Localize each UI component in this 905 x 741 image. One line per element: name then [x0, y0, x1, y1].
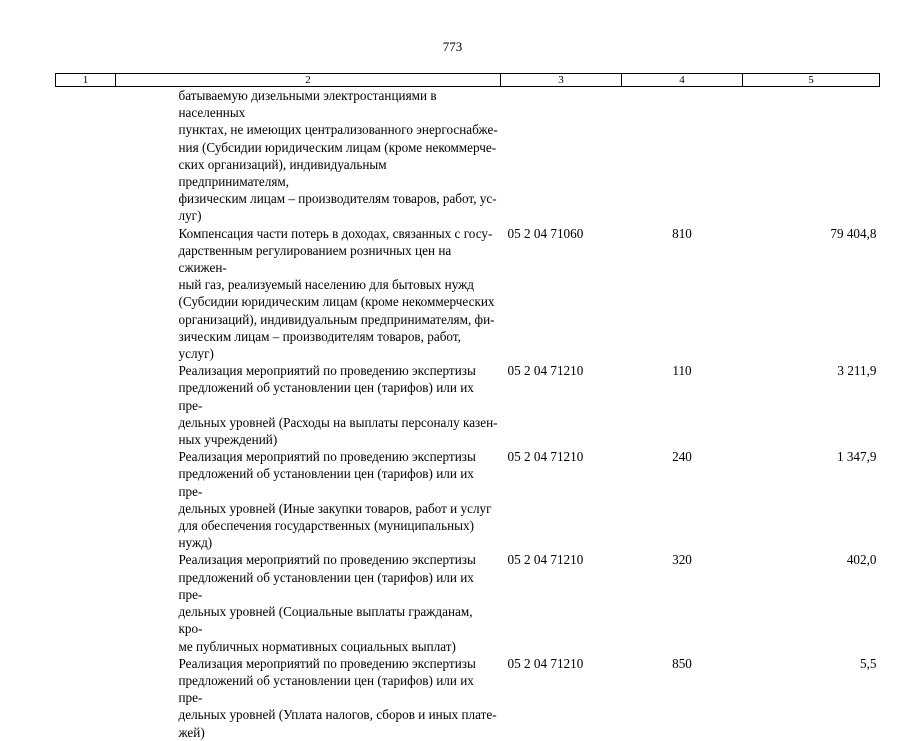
- column-header-4: 4: [622, 74, 743, 87]
- table-body: [56, 87, 880, 741]
- description-line: для обеспечения государственных (муниципальных): [178, 518, 475, 534]
- type-cell: 320: [672, 552, 692, 568]
- description-line: Реализация мероприятий по проведению экспертизы: [178, 655, 476, 671]
- column-header-1: 1: [56, 74, 116, 87]
- table-row: [56, 448, 880, 551]
- description-line: предложений об установлении цен (тарифов) или их пре-: [178, 569, 474, 602]
- description-line: Реализация мероприятий по проведению экспертизы: [178, 552, 476, 568]
- description-line: зическим лицам – производителям товаров, работ, услуг): [178, 328, 461, 362]
- row-number-cell: [56, 225, 116, 363]
- row-number-cell: [56, 448, 116, 551]
- description-line: ме публичных нормативных социальных выплат): [178, 638, 456, 654]
- column-header-2: 2: [116, 74, 501, 87]
- type-cell: 240: [672, 449, 692, 465]
- description-line: дарственным регулированием розничных цен на сжижен-: [178, 242, 452, 276]
- description-line: Компенсация части потерь в доходах, связанных с госу-: [178, 225, 493, 241]
- description-line: пунктах, не имеющих централизованного энергоснабже-: [178, 122, 498, 138]
- description-line: жей): [178, 724, 205, 740]
- description-line: ный газ, реализуемый населению для бытовых нужд: [178, 277, 474, 293]
- description-line: Реализация мероприятий по проведению экспертизы: [178, 449, 476, 465]
- description-line: дельных уровней (Расходы на выплаты персоналу казен-: [178, 414, 498, 430]
- description-line: физическим лицам – производителям товаров, работ, ус-: [178, 191, 497, 207]
- description-line: батываемую дизельными электростанциями в населенных: [178, 88, 437, 121]
- description-line: ских организаций), индивидуальным предпринимателям,: [178, 156, 387, 190]
- column-header-3: 3: [501, 74, 622, 87]
- amount-cell: 402,0: [846, 552, 877, 568]
- code-cell: 05 2 04 71210: [507, 363, 584, 379]
- code-cell: 05 2 04 71060: [507, 225, 584, 241]
- description-cell: [116, 448, 501, 551]
- page-number: 773: [442, 39, 463, 54]
- description-line: нужд): [178, 535, 213, 551]
- amount-cell: 1 347,9: [836, 449, 877, 465]
- column-number-row: [56, 74, 880, 87]
- type-cell: [622, 87, 743, 225]
- description-line: луг): [178, 208, 202, 224]
- description-line: дельных уровней (Уплата налогов, сборов и иных плате-: [178, 707, 497, 723]
- description-cell: [116, 225, 501, 363]
- table-header: [56, 74, 880, 87]
- row-number-cell: [56, 655, 116, 741]
- description-line: Реализация мероприятий по проведению экспертизы: [178, 363, 476, 379]
- amount-cell: 79 404,8: [830, 225, 877, 241]
- code-cell: 05 2 04 71210: [507, 449, 584, 465]
- table-row: [56, 225, 880, 363]
- amount-cell: [743, 87, 880, 225]
- description-line: предложений об установлении цен (тарифов) или их пре-: [178, 466, 474, 499]
- table-row: [56, 551, 880, 654]
- description-line: ния (Субсидии юридическим лицам (кроме некоммерче-: [178, 139, 497, 155]
- description-line: ных учреждений): [178, 432, 278, 448]
- row-number-cell: [56, 551, 116, 654]
- type-cell: 810: [672, 225, 692, 241]
- code-cell: [501, 87, 622, 225]
- amount-cell: 3 211,9: [837, 363, 877, 379]
- code-cell: 05 2 04 71210: [507, 655, 584, 671]
- description-line: дельных уровней (Иные закупки товаров, работ и услуг: [178, 500, 492, 516]
- description-cell: [116, 655, 501, 741]
- description-line: организаций), индивидуальным предпринимателям, фи-: [178, 311, 495, 327]
- description-line: (Субсидии юридическим лицам (кроме некоммерческих: [178, 294, 495, 310]
- row-number-cell: [56, 87, 116, 225]
- column-header-5: 5: [743, 74, 880, 87]
- amount-cell: 5,5: [860, 655, 877, 671]
- table-row: [56, 362, 880, 448]
- code-cell: 05 2 04 71210: [507, 552, 584, 568]
- table-row: [56, 87, 880, 225]
- description-cell: [116, 551, 501, 654]
- type-cell: 110: [672, 363, 692, 379]
- description-line: предложений об установлении цен (тарифов) или их пре-: [178, 380, 474, 413]
- description-cell: [116, 87, 501, 225]
- table-row: [56, 655, 880, 741]
- budget-table: [55, 73, 880, 741]
- description-line: дельных уровней (Социальные выплаты гражданам, кро-: [178, 604, 473, 637]
- description-line: предложений об установлении цен (тарифов) или их пре-: [178, 672, 474, 706]
- description-cell: [116, 362, 501, 448]
- type-cell: 850: [672, 655, 692, 671]
- row-number-cell: [56, 362, 116, 448]
